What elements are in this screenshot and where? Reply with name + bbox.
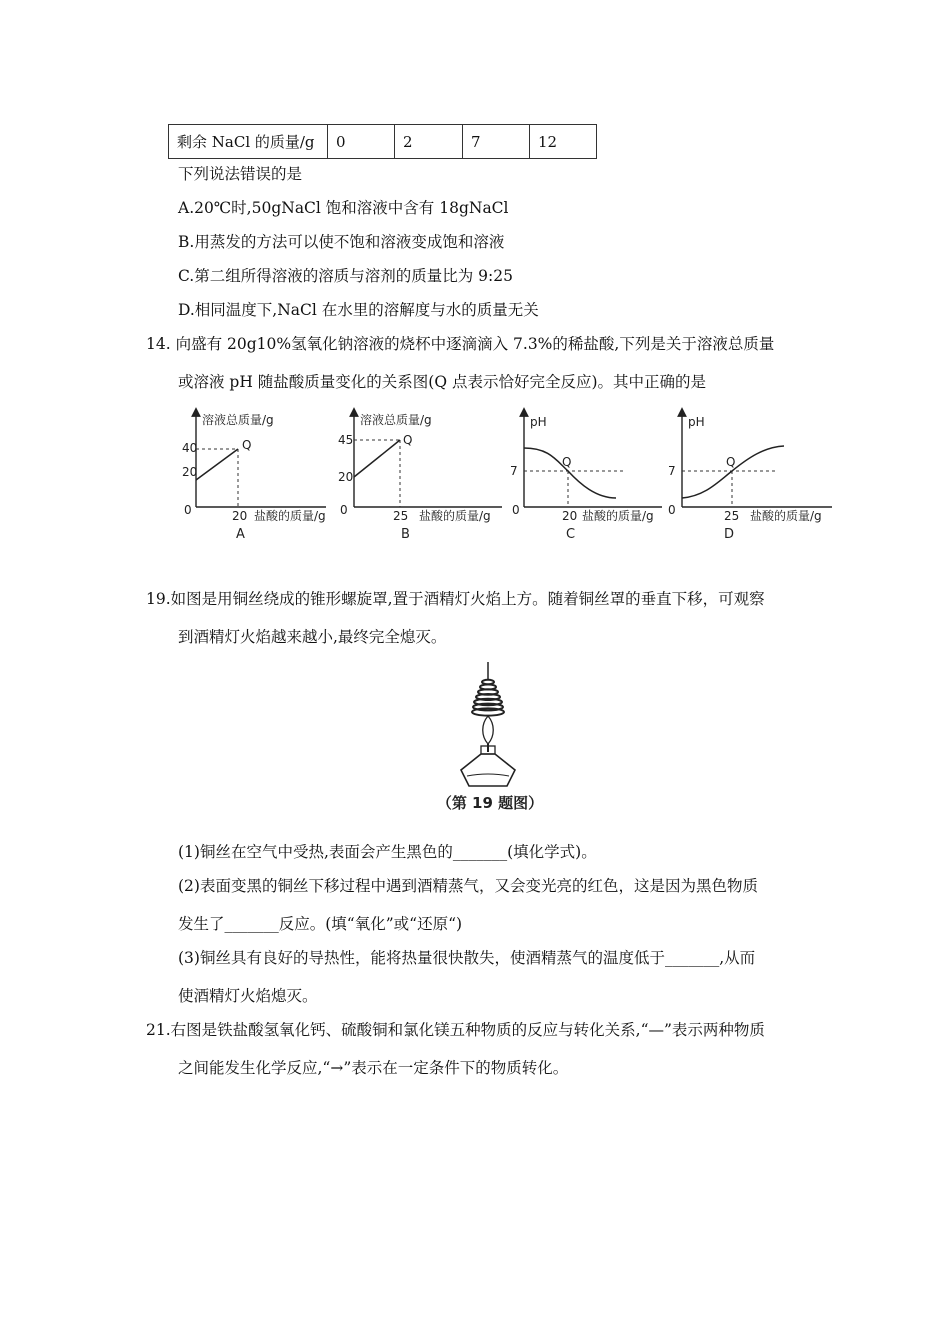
graph-label: B: [401, 527, 410, 542]
table-cell: 7: [463, 125, 530, 159]
point-q-label: Q: [242, 438, 252, 452]
q13-option-d: D.相同温度下,NaCl 在水里的溶解度与水的质量无关: [178, 301, 539, 319]
series-line: [354, 440, 400, 477]
y-axis-label: pH: [530, 415, 547, 429]
q21-stem-line1: 21.右图是铁盐酸氢氧化钙、硫酸铜和氯化镁五种物质的反应与转化关系,“—”表示两种物质: [146, 1021, 765, 1039]
q19-stem-line1: 19.如图是用铜丝绕成的锥形螺旋罩,置于酒精灯火焰上方。随着铜丝罩的垂直下移，可观察: [146, 590, 765, 608]
graph-label: D: [724, 527, 735, 542]
table-row: [169, 125, 597, 159]
nacl-table: [168, 124, 597, 159]
graph-d: [660, 402, 840, 542]
series-curve: [682, 446, 784, 498]
q19-sub2-line2: 发生了_______反应。(填“氧化”或“还原“): [178, 915, 463, 933]
q19-sub3-line1: (3)铜丝具有良好的导热性，能将热量很快散失，使酒精蒸气的温度低于_______,从而: [178, 949, 756, 967]
point-q-label: Q: [562, 455, 572, 469]
q19-sub1: (1)铜丝在空气中受热,表面会产生黑色的_______(填化学式)。: [178, 843, 597, 861]
flame: [483, 716, 494, 744]
x-axis-label: 盐酸的质量/g: [750, 509, 822, 523]
x-tick: 20: [232, 509, 248, 523]
table-cell: 2: [395, 125, 463, 159]
y-axis-label: pH: [688, 415, 705, 429]
x-tick: 20: [562, 509, 578, 523]
table-row-label: 剩余 NaCl 的质量/g: [169, 125, 328, 159]
alcohol-level: [467, 774, 509, 776]
q21-stem-line2: 之间能发生化学反应,“→”表示在一定条件下的物质转化。: [178, 1059, 569, 1077]
graph-b: [334, 402, 509, 542]
y-tick-mid: 20: [182, 465, 198, 479]
q13-option-a: A.20℃时,50gNaCl 饱和溶液中含有 18gNaCl: [178, 199, 509, 217]
x-axis-label: 盐酸的质量/g: [419, 509, 491, 523]
point-q-label: Q: [403, 433, 413, 447]
y-axis-label: 溶液总质量/g: [360, 413, 432, 427]
x-tick: 25: [393, 509, 409, 523]
q13-option-b: B.用蒸发的方法可以使不饱和溶液变成饱和溶液: [178, 233, 505, 251]
q14-stem-line1: 14. 向盛有 20g10%氢氧化钠溶液的烧杯中逐滴滴入 7.3%的稀盐酸,下列是关于溶液总质量: [146, 335, 775, 353]
copper-coil: [472, 680, 504, 716]
origin-label: 0: [340, 503, 348, 517]
q13-option-c: C.第二组所得溶液的溶质与溶剂的质量比为 9:25: [178, 267, 513, 285]
origin-label: 0: [184, 503, 192, 517]
point-q-label: Q: [726, 455, 736, 469]
y-tick-mid: 7: [668, 464, 676, 478]
q19-stem-line2: 到酒精灯火焰越来越小,最终完全熄灭。: [178, 628, 447, 646]
y-tick-mid: 7: [510, 464, 518, 478]
graph-label: A: [236, 527, 245, 542]
origin-label: 0: [668, 503, 676, 517]
lamp-body: [461, 754, 515, 786]
graph-a: [176, 402, 336, 542]
graph-c: [504, 402, 669, 542]
q19-sub2-line1: (2)表面变黑的铜丝下移过程中遇到酒精蒸气，又会变光亮的红色，这是因为黑色物质: [178, 877, 758, 895]
y-axis-label: 溶液总质量/g: [202, 413, 274, 427]
q13-prompt: 下列说法错误的是: [178, 165, 303, 183]
y-tick-top: 40: [182, 441, 198, 455]
table-cell: 0: [328, 125, 395, 159]
series-line: [196, 449, 238, 480]
origin-label: 0: [512, 503, 520, 517]
figure-caption: （第 19 题图）: [436, 794, 544, 812]
q19-sub3-line2: 使酒精灯火焰熄灭。: [178, 987, 318, 1005]
alcohol-lamp-figure: [415, 660, 565, 815]
table-cell: 12: [530, 125, 597, 159]
x-axis-label: 盐酸的质量/g: [582, 509, 654, 523]
x-tick: 25: [724, 509, 740, 523]
y-tick-mid: 20: [338, 470, 354, 484]
x-axis-label: 盐酸的质量/g: [254, 509, 326, 523]
y-tick-top: 45: [338, 433, 354, 447]
q14-stem-line2: 或溶液 pH 随盐酸质量变化的关系图(Q 点表示恰好完全反应)。其中正确的是: [178, 373, 707, 391]
graph-label: C: [566, 527, 576, 542]
